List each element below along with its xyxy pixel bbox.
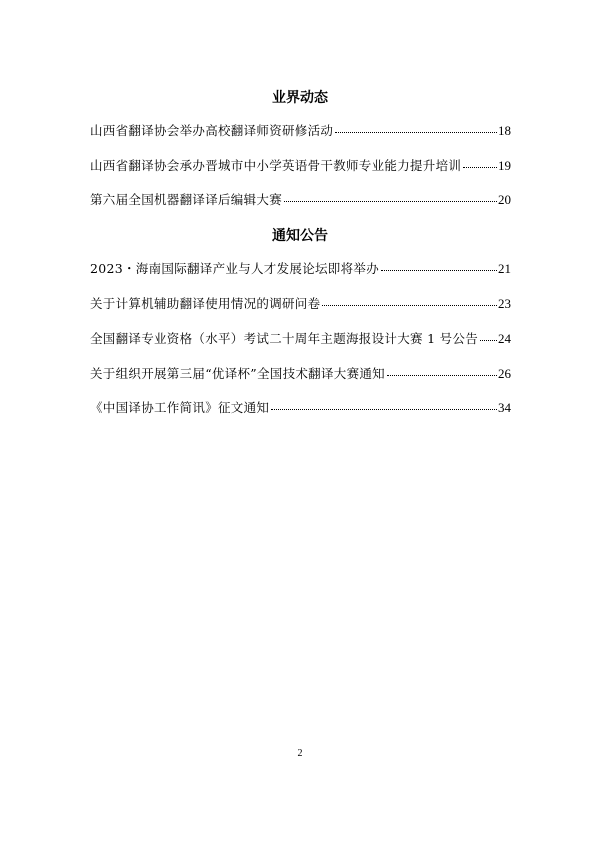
dot-leader (387, 375, 497, 376)
dot-leader (322, 305, 497, 306)
dot-leader (463, 167, 497, 168)
toc-entry-page: 19 (498, 158, 511, 173)
toc-entry-page: 34 (498, 400, 511, 415)
dot-leader (480, 340, 497, 341)
dot-leader (271, 409, 497, 410)
toc-entry-title: 《中国译协工作简讯》征文通知 (90, 400, 270, 415)
toc-entry-title: 关于组织开展第三届“优译杯”全国技术翻译大赛通知 (90, 366, 385, 381)
toc-entry-title: 山西省翻译协会承办晋城市中小学英语骨干教师专业能力提升培训 (90, 158, 462, 173)
section-heading-industry-news: 业界动态 (272, 90, 328, 106)
toc-entry-page: 20 (498, 192, 511, 207)
toc-entry-page: 21 (498, 261, 511, 276)
toc-entry[interactable] (90, 330, 511, 348)
toc-entry[interactable] (90, 191, 511, 209)
page-number: 2 (297, 748, 303, 759)
toc-entry-title: 2023・海南国际翻译产业与人才发展论坛即将举办 (90, 261, 380, 276)
toc-entry[interactable] (90, 295, 511, 313)
toc-entry-title: 第六届全国机器翻译译后编辑大赛 (90, 192, 283, 207)
toc-entry[interactable] (90, 157, 511, 175)
toc-entry[interactable] (90, 399, 511, 417)
toc-entry-page: 26 (498, 366, 511, 381)
toc-entry-page: 24 (498, 331, 511, 346)
toc-entry-title: 山西省翻译协会举办高校翻译师资研修活动 (90, 123, 334, 138)
toc-entry[interactable] (90, 260, 511, 278)
toc-entry-title: 全国翻译专业资格（水平）考试二十周年主题海报设计大赛 1 号公告 (90, 331, 479, 346)
dot-leader (335, 132, 497, 133)
dot-leader (284, 201, 497, 202)
dot-leader (381, 270, 497, 271)
toc-entry-page: 18 (498, 123, 511, 138)
toc-entry-title: 关于计算机辅助翻译使用情况的调研问卷 (90, 296, 321, 311)
toc-entry[interactable] (90, 365, 511, 383)
section-heading-announcements: 通知公告 (272, 228, 328, 244)
toc-entry[interactable] (90, 122, 511, 140)
toc-entry-page: 23 (498, 296, 511, 311)
